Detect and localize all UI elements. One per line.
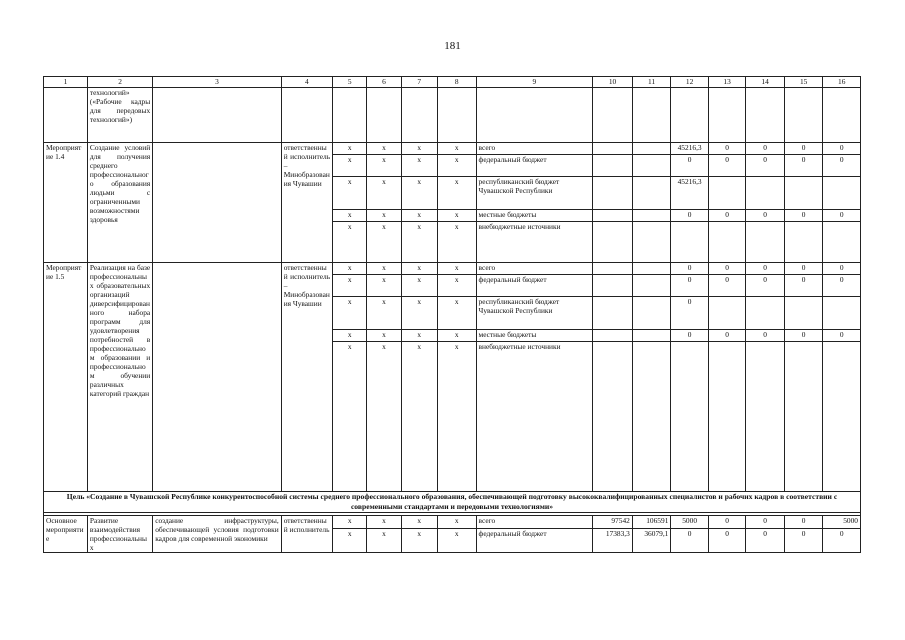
cell — [593, 222, 633, 263]
header-cell: 3 — [153, 77, 281, 88]
budget-table — [43, 76, 861, 553]
header-cell: 2 — [87, 77, 152, 88]
cell: 0 — [784, 263, 823, 275]
cell: x — [333, 330, 367, 342]
cell: 0 — [784, 143, 823, 155]
cell: x — [437, 222, 476, 263]
cell: x — [401, 177, 437, 210]
cell: x — [401, 275, 437, 297]
cell: x — [367, 297, 401, 330]
cell — [593, 342, 633, 492]
cell — [593, 275, 633, 297]
funding-source: всего — [476, 516, 593, 529]
header-cell: 9 — [476, 77, 593, 88]
table-row — [44, 143, 861, 155]
cell: 0 — [671, 155, 708, 177]
cell — [708, 297, 745, 330]
funding-source: республиканский бюджет Чувашской Республики — [476, 297, 593, 330]
funding-source: местные бюджеты — [476, 330, 593, 342]
cell: x — [437, 516, 476, 529]
cell: 0 — [708, 210, 745, 222]
cell — [784, 177, 823, 210]
page-number: 181 — [444, 40, 461, 52]
cell — [632, 155, 671, 177]
funding-source: местные бюджеты — [476, 210, 593, 222]
cell: 0 — [784, 516, 823, 529]
cell: 0 — [823, 143, 861, 155]
cell: x — [367, 222, 401, 263]
cell: 45216,3 — [671, 143, 708, 155]
cell — [593, 177, 633, 210]
cell: 0 — [746, 263, 785, 275]
cell: x — [367, 529, 401, 553]
cell — [593, 155, 633, 177]
cell: 5000 — [671, 516, 708, 529]
cell: 106591 — [632, 516, 671, 529]
header-cell: 13 — [708, 77, 745, 88]
cell: 0 — [784, 210, 823, 222]
header-cell: 6 — [367, 77, 401, 88]
cell — [784, 297, 823, 330]
cell: 0 — [746, 143, 785, 155]
goal-row — [44, 492, 861, 513]
cell — [708, 342, 745, 492]
cell: x — [333, 516, 367, 529]
cell: x — [333, 222, 367, 263]
cell: x — [437, 275, 476, 297]
cell: 0 — [784, 529, 823, 553]
cell — [671, 342, 708, 492]
cell: 0 — [708, 143, 745, 155]
cell: x — [401, 263, 437, 275]
cell: x — [367, 330, 401, 342]
cell: 0 — [708, 516, 745, 529]
cell: x — [401, 342, 437, 492]
cell — [823, 222, 861, 263]
cell: x — [401, 529, 437, 553]
funding-source: федеральный бюджет — [476, 529, 593, 553]
cell: 0 — [671, 297, 708, 330]
cell: 0 — [784, 330, 823, 342]
cell: 0 — [746, 210, 785, 222]
cell: 97542 — [593, 516, 633, 529]
cell: 0 — [823, 330, 861, 342]
funding-source: внебюджетные источники — [476, 222, 593, 263]
responsible: ответственный исполнитель – Минобразования Чувашии — [281, 263, 332, 492]
cell — [632, 263, 671, 275]
cell: 0 — [823, 275, 861, 297]
cell: x — [437, 210, 476, 222]
cell — [593, 210, 633, 222]
cell — [823, 297, 861, 330]
measure-name: Создание условий для получения среднего профессионального образования людьми с ограниченными возможностями здоровья — [87, 143, 152, 263]
measure-number: Мероприятие 1.4 — [44, 143, 88, 263]
funding-source: федеральный бюджет — [476, 155, 593, 177]
measure-number: Мероприятие 1.5 — [44, 263, 88, 492]
header-row — [44, 77, 861, 88]
measure-name: Развитие взаимодействия профессиональных — [87, 516, 152, 553]
header-cell: 15 — [784, 77, 823, 88]
funding-source: всего — [476, 143, 593, 155]
cell: x — [401, 330, 437, 342]
cell — [746, 222, 785, 263]
header-cell: 11 — [632, 77, 671, 88]
cell — [632, 330, 671, 342]
measure-number: Основное мероприятие — [44, 516, 88, 553]
cell: 0 — [708, 529, 745, 553]
goal-text: Цель «Создание в Чувашской Республике конкурентоспособной системы среднего профессионального образования, обеспечивающей подготовку высококвалифицированных специалистов и рабочих кадров в соответствии с современными стандартами и передовыми технологиями» — [44, 492, 861, 513]
cell: 0 — [746, 516, 785, 529]
cell: 0 — [708, 275, 745, 297]
cell: x — [437, 330, 476, 342]
cell — [632, 222, 671, 263]
funding-source: республиканский бюджет Чувашской Республики — [476, 177, 593, 210]
cell: 0 — [784, 155, 823, 177]
header-cell: 5 — [333, 77, 367, 88]
cell — [593, 263, 633, 275]
responsible: ответственный исполнитель – Минобразования Чувашии — [281, 143, 332, 263]
cell: x — [333, 143, 367, 155]
cell — [823, 177, 861, 210]
cell — [823, 342, 861, 492]
cell: 0 — [823, 210, 861, 222]
cell — [632, 177, 671, 210]
cell: x — [437, 143, 476, 155]
cell: x — [367, 516, 401, 529]
cell: x — [401, 210, 437, 222]
header-cell: 10 — [593, 77, 633, 88]
cell: x — [367, 143, 401, 155]
cell: x — [333, 342, 367, 492]
cell: x — [401, 222, 437, 263]
cell — [708, 177, 745, 210]
header-cell: 4 — [281, 77, 332, 88]
cell: 0 — [746, 529, 785, 553]
cell: 0 — [671, 210, 708, 222]
cell — [593, 330, 633, 342]
cell: 0 — [746, 155, 785, 177]
cell — [44, 88, 88, 143]
cell — [746, 177, 785, 210]
cell: x — [437, 177, 476, 210]
responsible: ответственный исполнитель — [281, 516, 332, 553]
cell — [593, 297, 633, 330]
cell: x — [333, 263, 367, 275]
cell: 0 — [708, 330, 745, 342]
cell — [746, 342, 785, 492]
funding-source: всего — [476, 263, 593, 275]
cell: x — [437, 155, 476, 177]
cell — [593, 143, 633, 155]
cell: x — [333, 297, 367, 330]
measure-result — [153, 263, 281, 492]
cell: 0 — [784, 275, 823, 297]
cell: x — [401, 143, 437, 155]
cell — [632, 275, 671, 297]
header-cell: 1 — [44, 77, 88, 88]
cell — [632, 210, 671, 222]
cell: x — [333, 529, 367, 553]
header-cell: 16 — [823, 77, 861, 88]
header-cell: 12 — [671, 77, 708, 88]
funding-source: федеральный бюджет — [476, 275, 593, 297]
cell: 0 — [746, 275, 785, 297]
table-row — [44, 263, 861, 275]
cell: x — [401, 516, 437, 529]
cell: 0 — [708, 155, 745, 177]
cell: x — [401, 155, 437, 177]
measure-name: Реализация на базе профессиональных образовательных организаций диверсифицированного набора программ для удовлетворения потребностей в профессиональном образовании и профессиональном обучении различных категорий граждан — [87, 263, 152, 492]
cell: 0 — [671, 529, 708, 553]
cell: x — [401, 297, 437, 330]
cell — [632, 143, 671, 155]
cell: 0 — [671, 275, 708, 297]
cell: 0 — [823, 263, 861, 275]
cell: x — [367, 263, 401, 275]
cell: 45216,3 — [671, 177, 708, 210]
cell: 0 — [746, 330, 785, 342]
cell: 0 — [708, 263, 745, 275]
cell: x — [333, 210, 367, 222]
cell: x — [333, 155, 367, 177]
cell: x — [367, 210, 401, 222]
cell — [632, 342, 671, 492]
cell: 17383,3 — [593, 529, 633, 553]
cell: 5000 — [823, 516, 861, 529]
cell: x — [333, 177, 367, 210]
cell: x — [367, 275, 401, 297]
cell — [632, 297, 671, 330]
measure-name: технологий» («Рабочие кадры для передовых технологий») — [87, 88, 152, 143]
cell — [671, 222, 708, 263]
measure-result — [153, 143, 281, 263]
cell: x — [437, 342, 476, 492]
cell: 0 — [823, 529, 861, 553]
header-cell: 14 — [746, 77, 785, 88]
cell: x — [367, 155, 401, 177]
cell: 0 — [671, 330, 708, 342]
cell: x — [437, 529, 476, 553]
cell: 36079,1 — [632, 529, 671, 553]
cell: x — [437, 297, 476, 330]
header-cell: 7 — [401, 77, 437, 88]
cell: x — [333, 275, 367, 297]
table-row — [44, 516, 861, 529]
measure-result: создание инфраструктуры, обеспечивающей условия подготовки кадров для современной экономики — [153, 516, 281, 553]
cell — [784, 342, 823, 492]
continuation-row — [44, 88, 861, 143]
cell — [746, 297, 785, 330]
cell — [708, 222, 745, 263]
cell: x — [367, 342, 401, 492]
cell: 0 — [823, 155, 861, 177]
cell: 0 — [671, 263, 708, 275]
cell: x — [367, 177, 401, 210]
cell — [784, 222, 823, 263]
funding-source: внебюджетные источники — [476, 342, 593, 492]
cell: x — [437, 263, 476, 275]
header-cell: 8 — [437, 77, 476, 88]
